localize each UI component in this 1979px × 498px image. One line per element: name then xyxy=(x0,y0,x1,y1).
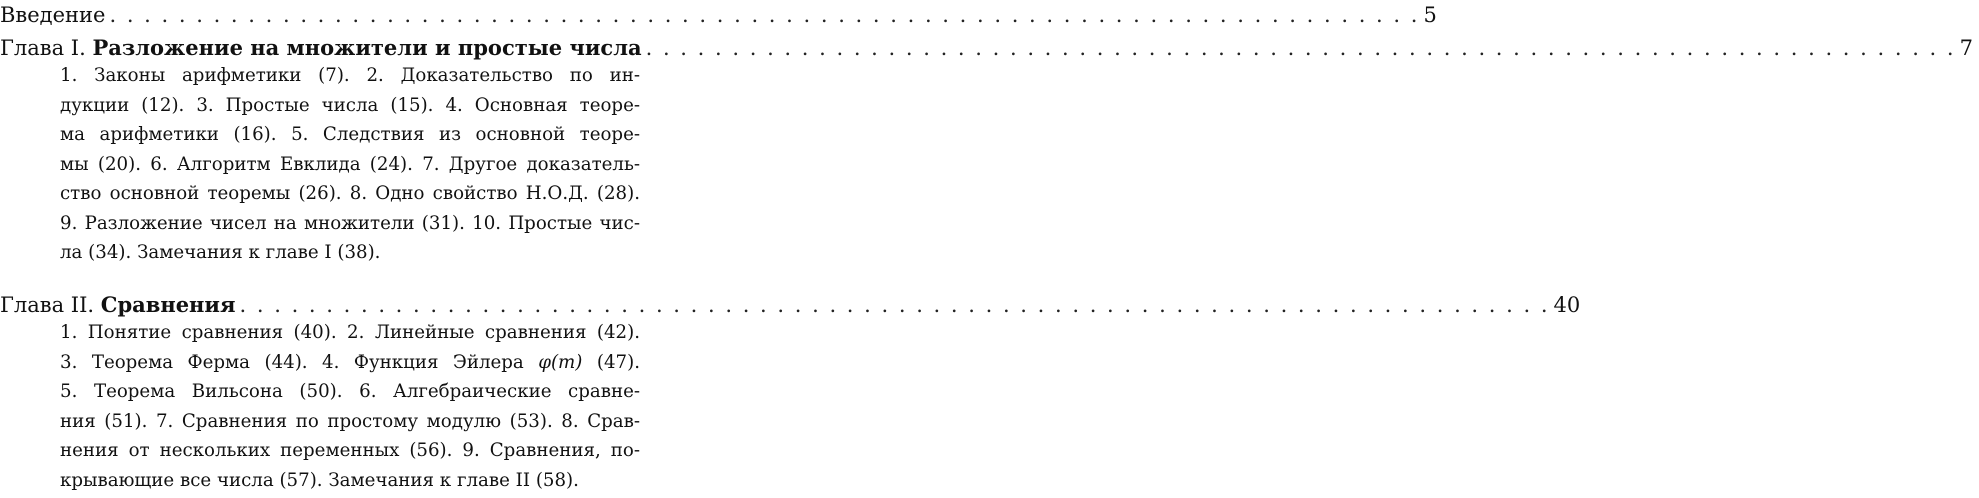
chapter-1-line: 1. Законы арифметики (7). 2. Доказательство по ин- xyxy=(60,65,640,86)
chapter-2-line: нения от нескольких переменных (56). 9. Сравнения, по- xyxy=(60,440,640,461)
chapter-2-line: ния (51). 7. Сравнения по простому модулю (53). 8. Срав- xyxy=(60,410,640,432)
chapter-2-line: крывающие все числа (57). Замечания к главе II (58). xyxy=(60,469,579,491)
chapter-1-line: ма арифметики (16). 5. Следствия из основной теоре- xyxy=(60,124,640,145)
chapter-1-line: мы (20). 6. Алгоритм Евклида (24). 7. Другое доказатель- xyxy=(60,153,640,175)
chapter-2-page-number: 40 xyxy=(1553,293,1581,317)
chapter-1-prefix: Глава I. xyxy=(0,36,93,60)
euler-phi-symbol: φ(m) xyxy=(538,351,583,373)
chapter-1-heading xyxy=(0,33,642,63)
intro-label: Введение xyxy=(0,3,106,27)
chapter-1-line: дукции (12). 3. Простые числа (15). 4. Основная теоре- xyxy=(60,94,640,116)
chapter-1-page-number: 7 xyxy=(1959,36,1973,60)
chapter-2-prefix: Глава II. xyxy=(0,293,101,317)
toc-entry-chapter-2[interactable] xyxy=(0,290,1581,320)
dot-leader: . . . . . . . . . . . . . . . . . . . . . . . . . . . . . . . . . . . . . . . . . . . . . . . . . . . . . . . . . . . . . . . . . . . . . . . . . . . . xyxy=(239,293,1550,317)
dot-leader: . . . . . . . . . . . . . . . . . . . . . . . . . . . . . . . . . . . . . . . . . . . . . . . . . . . . . . . . . . . . . . . . . . . . . . . . . . . . xyxy=(645,36,1956,60)
chapter-2-title: Сравнения xyxy=(100,292,236,317)
chapter-2-line: 1. Понятие сравнения (40). 2. Линейные сравнения (42). xyxy=(60,322,640,343)
intro-page-number: 5 xyxy=(1423,3,1437,27)
toc-entry-intro[interactable] xyxy=(0,0,1437,30)
chapter-2-sections xyxy=(60,318,640,495)
chapter-2-line: 3. Теорема Ферма (44). 4. Функция Эйлера φ(m) (47). xyxy=(60,351,640,373)
chapter-2-line: 5. Теорема Вильсона (50). 6. Алгебраические сравне- xyxy=(60,381,640,402)
chapter-2-heading xyxy=(0,290,236,320)
chapter-1-line: ла (34). Замечания к главе I (38). xyxy=(60,242,381,263)
chapter-1-line: ство основной теоремы (26). 8. Одно свойство Н.О.Д. (28). xyxy=(60,183,640,204)
chapter-1-sections xyxy=(60,61,640,268)
toc-entry-chapter-1[interactable] xyxy=(0,33,1973,63)
chapter-1-title: Разложение на множители и простые числа xyxy=(92,35,642,60)
chapter-1-line: 9. Разложение чисел на множители (31). 10. Простые чис- xyxy=(60,212,640,234)
dot-leader: . . . . . . . . . . . . . . . . . . . . . . . . . . . . . . . . . . . . . . . . . . . . . . . . . . . . . . . . . . . . . . . . . . . . . . . . . . . . xyxy=(109,3,1420,27)
